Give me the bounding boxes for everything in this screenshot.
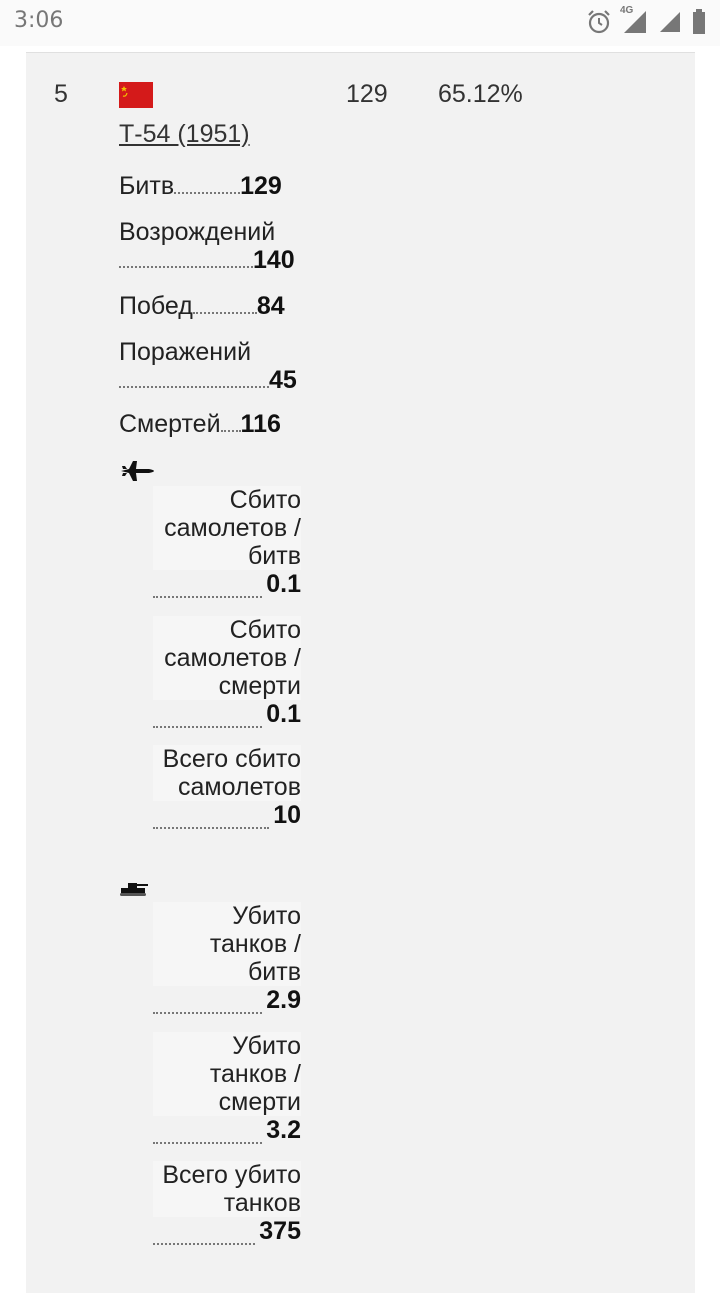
- dotted-leader: [221, 412, 241, 432]
- stat-label: Битв: [119, 172, 175, 200]
- stat-value: 10: [273, 801, 301, 829]
- stat-label: Поражений: [119, 338, 252, 366]
- stat-aircraft-total: [153, 745, 301, 829]
- dotted-leader: [153, 990, 262, 1014]
- stat-value: 0.1: [266, 570, 301, 598]
- stat-aircraft-per-death: [153, 616, 301, 728]
- stat-value: 375: [259, 1217, 301, 1245]
- stat-label: Сбито самолетов / битв: [153, 486, 301, 570]
- battery-icon: [692, 9, 706, 35]
- battles-count: 129: [346, 80, 388, 108]
- ussr-flag-icon: [119, 82, 153, 113]
- stat-value: 0.1: [266, 700, 301, 728]
- signal-4g-icon: [620, 5, 648, 35]
- dotted-leader: [153, 574, 262, 598]
- stat-tanks-per-death: [153, 1032, 301, 1144]
- stat-label: Возрождений: [119, 218, 276, 246]
- stat-value: 45: [269, 366, 297, 394]
- stat-label: Побед: [119, 292, 193, 320]
- stat-wins: [119, 292, 302, 320]
- dotted-leader: [193, 294, 257, 314]
- stat-value: 84: [256, 292, 285, 320]
- stat-value: 2.9: [266, 986, 301, 1014]
- stat-value: 140: [253, 246, 295, 274]
- stat-label: Убито танков / битв: [153, 902, 301, 986]
- win-rate: 65.12%: [438, 80, 523, 108]
- stat-value: 116: [240, 410, 281, 438]
- stat-tanks-total: [153, 1161, 301, 1245]
- tank-name-link[interactable]: Т-54 (1951): [119, 120, 250, 148]
- stat-respawns: [119, 218, 302, 274]
- status-icons: [586, 5, 706, 36]
- stat-battles: [119, 172, 302, 200]
- stat-deaths: [119, 410, 302, 438]
- dotted-leader: [153, 1221, 255, 1245]
- stat-label: Всего сбито самолетов: [153, 745, 301, 801]
- dotted-leader: [119, 368, 269, 388]
- dotted-leader: [153, 704, 262, 728]
- stat-label: Сбито самолетов / смерти: [153, 616, 301, 700]
- alarm-icon: [586, 9, 612, 35]
- dotted-leader: [153, 1120, 262, 1144]
- stat-tanks-per-battle: [153, 902, 301, 1014]
- signal-icon: [658, 10, 682, 34]
- status-time: 3:06: [14, 8, 64, 33]
- tank-icon: [119, 880, 149, 903]
- stat-defeats: [119, 338, 302, 394]
- stat-label: Всего убито танков: [153, 1161, 301, 1217]
- stat-label: Убито танков / смерти: [153, 1032, 301, 1116]
- stat-aircraft-per-battle: [153, 486, 301, 598]
- jet-icon: [119, 458, 155, 489]
- status-bar: [0, 0, 720, 46]
- stat-label: Смертей: [119, 410, 221, 438]
- stat-value: 129: [240, 172, 282, 200]
- network-label: 4G: [620, 5, 634, 16]
- dotted-leader: [119, 248, 253, 268]
- stat-value: 3.2: [266, 1116, 301, 1144]
- rank-number: 5: [54, 80, 68, 108]
- dotted-leader: [153, 805, 269, 829]
- dotted-leader: [174, 174, 240, 194]
